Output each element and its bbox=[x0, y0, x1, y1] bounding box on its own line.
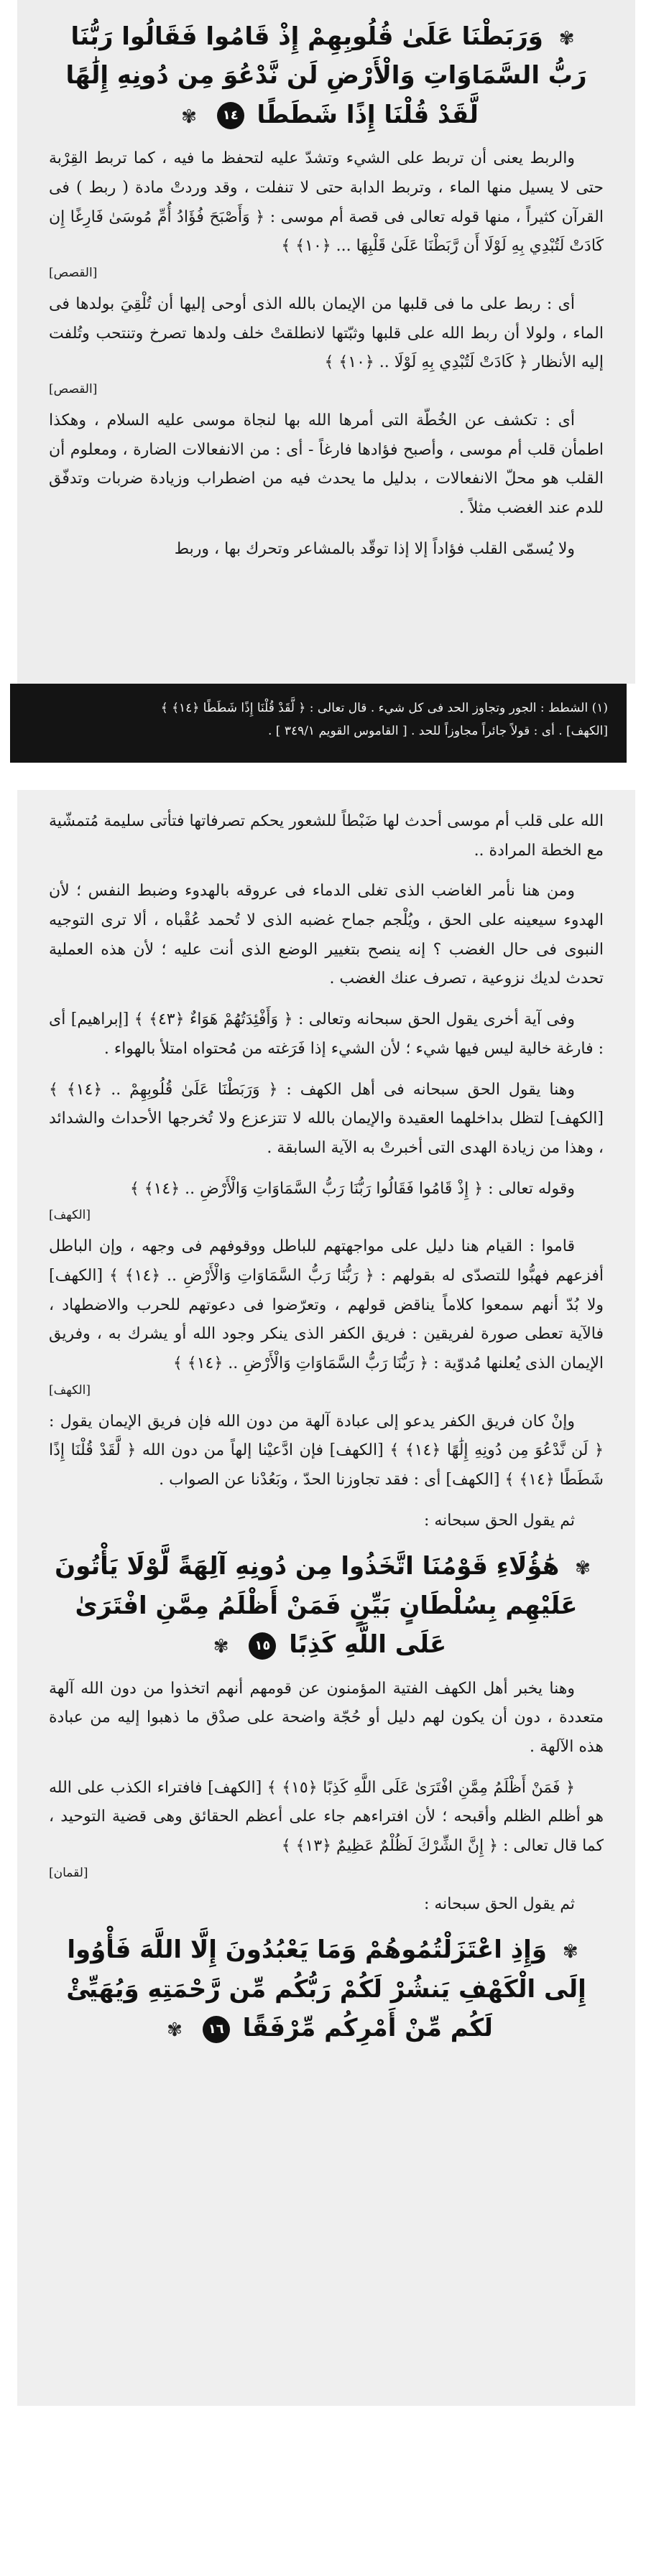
verse-intro: ثم يقول الحق سبحانه : bbox=[423, 1511, 575, 1530]
paragraph: وقوله تعالى : ﴿ إِذْ قَامُوا فَقَالُوا رَبُّنَا رَبُّ السَّمَاوَاتِ وَالْأَرْضِ .. ﴿١٤﴾ ﴾ bbox=[129, 1179, 575, 1198]
verse-end-ornament-icon: ✾ bbox=[213, 1636, 229, 1658]
verse-14 bbox=[49, 17, 604, 134]
verse-start-ornament-icon: ✾ bbox=[562, 1941, 578, 1963]
source-ref: [الكهف] bbox=[49, 1208, 91, 1223]
verse-14-text: وَرَبَطْنَا عَلَىٰ قُلُوبِهِمْ إِذْ قَامُوا فَقَالُوا رَبُّنَا رَبُّ السَّمَاوَاتِ وَالْأَرْضِ لَن نَّدْعُوَ مِن دُونِهِ إِلَٰهًا لَّقَدْ قُلْنَا إِذًا شَطَطًا bbox=[65, 22, 587, 129]
verse-14-number: ١٤ bbox=[217, 102, 244, 129]
source-ref: [القصص] bbox=[49, 381, 98, 396]
paragraph: قاموا : القيام هنا دليل على مواجهتهم للباطل ووقوفهم فى وجهه ، وإن الباطل أفزعهم فهبُّوا للتصدّى له بقولهم : ﴿ رَبُّنَا رَبُّ السَّمَاوَاتِ وَالْأَرْضِ .. ﴿١٤﴾ ﴾ [الكهف] ولا بُدّ أنهم سمعوا كلاماً يناقض قولهم ، وتعرّضوا فى دعوتهم للحرب والاضطهاد ، فالآية تعطى صورة لفريقين : فريق الكفر الذى ينكر وجود الله أو يشرك به ، وفريق الإيمان الذى يُعلنها مُدوّية : ﴿ رَبُّنَا رَبُّ السَّمَاوَاتِ وَالْأَرْضِ .. ﴿١٤﴾ ﴾ bbox=[49, 1237, 604, 1372]
verse-15 bbox=[49, 1547, 604, 1664]
page-two bbox=[17, 790, 635, 2406]
paragraph: ومن هنا نأمر الغاضب الذى تغلى الدماء فى عروقه بالهدوء وضبط النفس ؛ لأن الهدوء سيعينه على الحق ، ويُلْجم جماح غضبه الذى لا تُحمد عُقْباه ، ألا ترى التوجيه النبوى فى حال الغضب ؟ إنه ينصح بتغيير الوضع الذى أنت عليه ؛ لأن هذه العملية تحدث لديك نزوعية ، تصرف عنك الغضب . bbox=[49, 882, 604, 988]
source-ref: [لقمان] bbox=[49, 1865, 88, 1880]
verse-end-ornament-icon: ✾ bbox=[167, 2019, 183, 2042]
verse-16 bbox=[49, 1930, 604, 2047]
paragraph: وإنْ كان فريق الكفر يدعو إلى عبادة آلهة من دون الله فإن فريق الإيمان يقول : ﴿ لَن نَّدْعُوَ مِن دُونِهِ إِلَٰهًا ﴿١٤﴾ ﴾ [الكهف] فإن ادَّعيْنا إلهاً من دون الله ﴿ لَّقَدْ قُلْنَا إِذًا شَطَطًا ﴿١٤﴾ ﴾ [الكهف] أى : فقد تجاوزنا الحدّ ، وبَعُدْنا عن الصواب . bbox=[49, 1412, 604, 1489]
paragraph: وهنا يخبر أهل الكهف الفتية المؤمنون عن قومهم أنهم اتخذوا من دون الله آلهة متعددة ، دون أن يكون لهم دليل أو حُجّة واضحة على صدْق ما ذهبوا إليه من عبادة هذه الآلهة . bbox=[49, 1679, 604, 1756]
footnote-line: (١) الشطط : الجور وتجاوز الحد فى كل شيء . قال تعالى : ﴿ لَّقَدْ قُلْنَا إِذًا شَطَطًا ﴿١٤﴾ ﴾ bbox=[160, 701, 608, 715]
paragraph: وهنا يقول الحق سبحانه فى أهل الكهف : ﴿ وَرَبَطْنَا عَلَىٰ قُلُوبِهِمْ .. ﴿١٤﴾ ﴾ [الكهف] لتظل بداخلهما العقيدة والإيمان بالله لا تتزعزع ولا تُخرجها الأحداث والشدائد ، وهذا من زيادة الهدى التى أخبرتْ به الآية السابقة . bbox=[49, 1080, 604, 1157]
verse-16-text: وَإِذِ اعْتَزَلْتُمُوهُمْ وَمَا يَعْبُدُونَ إِلَّا اللَّهَ فَأْوُوا إِلَى الْكَهْفِ يَنشُرْ لَكُمْ رَبُّكُم مِّن رَّحْمَتِهِ وَيُهَيِّئْ لَكُم مِّنْ أَمْرِكُم مِّرْفَقًا bbox=[66, 1935, 586, 2043]
footnote-line: [الكهف] . أى : قولاً جائراً مجاوزاً للحد . [ القاموس القويم ٣٤٩/١ ] . bbox=[267, 724, 608, 739]
source-ref: [الكهف] bbox=[49, 1382, 91, 1398]
paragraph: والربط يعنى أن تربط على الشيء وتشدّ عليه لتحفظ ما فيه ، كما تربط القِرْبة حتى لا يسيل منها الماء ، وتربط الدابة حتى لا تنفلت ، وقد وردتْ مادة ( ربط ) فى القرآن كثيراً ، منها قوله تعالى فى قصة أم موسى : ﴿ وَأَصْبَحَ فُؤَادُ أُمِّ مُوسَىٰ فَارِغًا إِن كَادَتْ لَتُبْدِي بِهِ لَوْلَا أَن رَّبَطْنَا عَلَىٰ قَلْبِهَا ... ﴿١٠﴾ ﴾ bbox=[49, 149, 604, 256]
paragraph: ﴿ فَمَنْ أَظْلَمُ مِمَّنِ افْتَرَىٰ عَلَى اللَّهِ كَذِبًا ﴿١٥﴾ ﴾ [الكهف] فافتراء الكذب على الله هو أظلم الظلم وأقبحه ؛ لأن افتراءهم جاء على أعظم الحقائق وهى قضية التوحيد ، كما قال تعالى : ﴿ إِنَّ الشِّرْكَ لَظُلْمٌ عَظِيمٌ ﴿١٣﴾ ﴾ bbox=[49, 1778, 604, 1856]
verse-end-ornament-icon: ✾ bbox=[181, 106, 197, 128]
verse-15-number: ١٥ bbox=[249, 1632, 276, 1660]
verse-intro: ثم يقول الحق سبحانه : bbox=[423, 1894, 575, 1913]
verse-15-text: هَٰؤُلَاءِ قَوْمُنَا اتَّخَذُوا مِن دُونِهِ آلِهَةً لَّوْلَا يَأْتُونَ عَلَيْهِم بِسُلْطَانٍ بَيِّنٍ فَمَنْ أَظْلَمُ مِمَّنِ افْتَرَىٰ عَلَى اللَّهِ كَذِبًا bbox=[55, 1552, 578, 1660]
verse-start-ornament-icon: ✾ bbox=[558, 28, 575, 50]
paragraph: أى : تكشف عن الخُطّة التى أمرها الله بها لنجاة موسى عليه السلام ، وهكذا اطمأن قلب أم موسى ، وأصبح فؤادها فارغاً - أى : من الانفعالات الضارة ، ومعلوم أن القلب هو محلّ الانفعالات ، بدليل ما يحدث فيه من اضطراب وزيادة ضربات وتدفّق للدم عند الغضب مثلاً . bbox=[49, 411, 604, 518]
verse-16-number: ١٦ bbox=[203, 2016, 230, 2043]
paragraph: أى : ربط على ما فى قلبها من الإيمان بالله الذى أوحى إليها أن تُلْقِيَ بولدها فى الماء ، ولولا أن ربط الله على قلبها وثبّتها لانطلقتْ خلف ولدها تصرخ وتنتحب وتُلفت إليه الأنظار ﴿ كَادَتْ لَتُبْدِي بِهِ لَوْلَا .. ﴿١٠﴾ ﴾ bbox=[49, 294, 604, 372]
verse-start-ornament-icon: ✾ bbox=[575, 1558, 591, 1580]
source-ref: [القصص] bbox=[49, 265, 98, 280]
paragraph: ولا يُسمّى القلب فؤاداً إلا إذا توقّد بالمشاعر وتحرك بها ، وربط bbox=[174, 539, 575, 558]
footnote-box bbox=[10, 684, 627, 763]
page-one bbox=[17, 0, 635, 684]
paragraph: وفى آية أخرى يقول الحق سبحانه وتعالى : ﴿ وَأَفْئِدَتُهُمْ هَوَاءٌ ﴿٤٣﴾ ﴾ [إبراهيم] أى : فارغة خالية ليس فيها شيء ؛ لأن الشيء إذا فَرَغته من مُحتواه امتلأ بالهواء . bbox=[49, 1010, 604, 1058]
paragraph: الله على قلب أم موسى أحدث لها ضَبْطاً للشعور يحكم تصرفاتها فتأتى سليمة مُتمشّية مع الخطة المرادة .. bbox=[49, 812, 604, 860]
